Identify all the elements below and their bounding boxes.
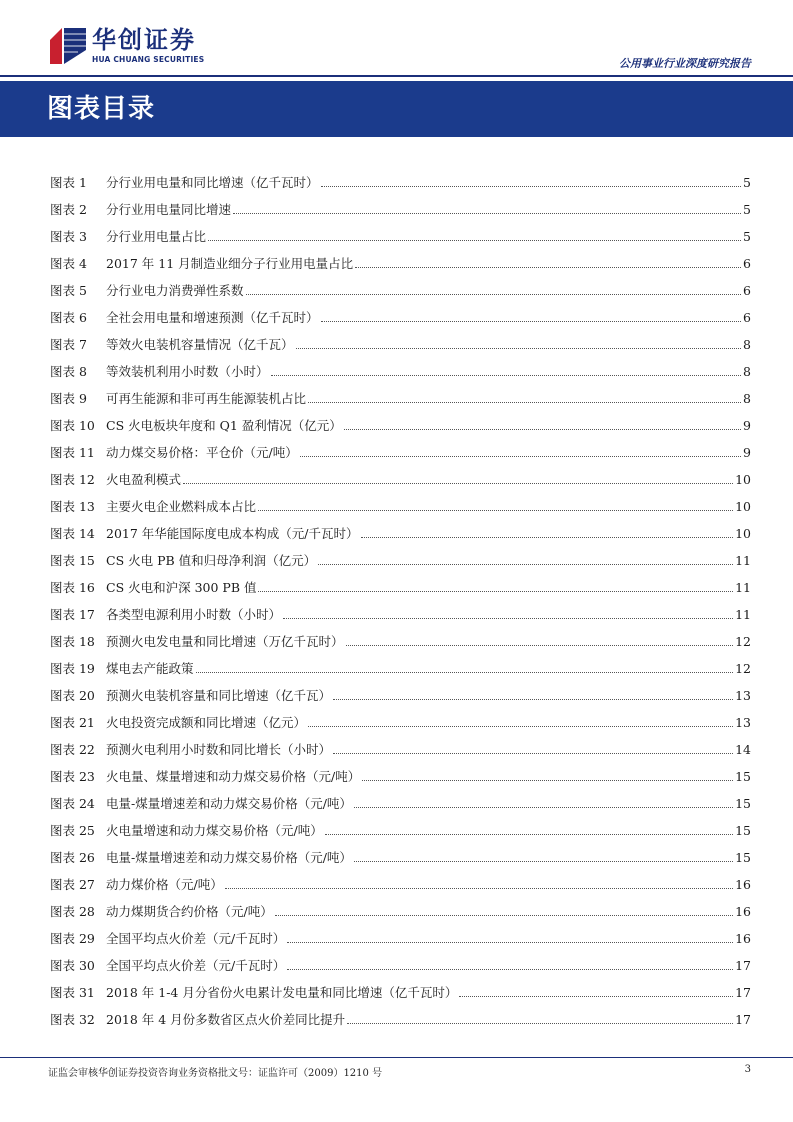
toc-entry-label: 图表 3 [50, 229, 87, 244]
toc-leader-dots [318, 564, 733, 565]
toc-leader-dots [346, 645, 734, 646]
toc-entry-page: 15 [735, 850, 751, 865]
toc-entry-page: 15 [735, 769, 751, 784]
toc-leader-dots [321, 321, 742, 322]
toc-entry[interactable] [50, 731, 751, 758]
toc-leader-dots [459, 996, 733, 997]
toc-entry-label: 图表 21 [50, 715, 95, 730]
toc-leader-dots [283, 618, 733, 619]
toc-leader-dots [246, 294, 742, 295]
toc-entry[interactable] [50, 758, 751, 785]
toc-leader-dots [208, 240, 741, 241]
toc-entry-label: 图表 9 [50, 391, 87, 406]
toc-entry[interactable] [50, 542, 751, 569]
toc-entry-title: 分行业用电量和同比增速（亿千瓦时） [106, 175, 319, 190]
toc-entry-title: CS 火电 PB 值和归母净利润（亿元） [106, 553, 317, 568]
toc-entry[interactable] [50, 353, 751, 380]
toc-leader-dots [355, 267, 741, 268]
toc-entry-title: 全国平均点火价差（元/千瓦时） [106, 931, 286, 946]
license-notice: 证监会审核华创证券投资咨询业务资格批文号：证监许可（2009）1210 号 [48, 1068, 383, 1079]
toc-entry[interactable] [50, 569, 751, 596]
toc-entry[interactable] [50, 380, 751, 407]
toc-entry[interactable] [50, 299, 751, 326]
toc-leader-dots [196, 672, 734, 673]
toc-entry-page: 5 [743, 202, 751, 217]
toc-leader-dots [271, 375, 742, 376]
toc-entry-page: 11 [735, 553, 751, 568]
toc-entry-title: 分行业用电量占比 [106, 229, 207, 244]
toc-entry-label: 图表 19 [50, 661, 95, 676]
toc-leader-dots [233, 213, 741, 214]
toc-leader-dots [287, 969, 733, 970]
toc-entry-label: 图表 18 [50, 634, 95, 649]
toc-entry-label: 图表 31 [50, 985, 95, 1000]
toc-entry-page: 16 [735, 931, 751, 946]
report-type: 公用事业行业深度研究报告 [619, 57, 751, 70]
toc-entry-page: 8 [743, 364, 751, 379]
toc-entry[interactable] [50, 218, 751, 245]
toc-entry-label: 图表 6 [50, 310, 87, 325]
toc-entry-label: 图表 29 [50, 931, 95, 946]
toc-entry[interactable] [50, 434, 751, 461]
toc-entry[interactable] [50, 704, 751, 731]
toc-entry[interactable] [50, 515, 751, 542]
toc-entry-label: 图表 17 [50, 607, 95, 622]
toc-entry-page: 16 [735, 904, 751, 919]
toc-entry[interactable] [50, 785, 751, 812]
toc-entry-label: 图表 25 [50, 823, 95, 838]
toc-entry-label: 图表 11 [50, 445, 95, 460]
toc-entry-title: 火电投资完成额和同比增速（亿元） [106, 715, 307, 730]
page-title: 图表目录 [47, 94, 156, 124]
toc-entry-page: 13 [735, 715, 751, 730]
toc-entry-label: 图表 7 [50, 337, 87, 352]
toc-entry[interactable] [50, 164, 751, 191]
toc-entry-title: 电量-煤量增速差和动力煤交易价格（元/吨） [106, 850, 352, 865]
toc-entry-page: 8 [743, 391, 751, 406]
section-banner [0, 81, 793, 137]
toc-entry-page: 9 [743, 445, 751, 460]
toc-entry-title: 全社会用电量和增速预测（亿千瓦时） [106, 310, 319, 325]
toc-entry-title: 等效装机利用小时数（小时） [106, 364, 269, 379]
toc-leader-dots [225, 888, 733, 889]
toc-entry-page: 6 [743, 310, 751, 325]
toc-entry-label: 图表 8 [50, 364, 87, 379]
toc-entry-title: 等效火电装机容量情况（亿千瓦） [106, 337, 294, 352]
toc-entry-label: 图表 5 [50, 283, 87, 298]
toc-entry-page: 17 [735, 1012, 751, 1027]
toc-leader-dots [287, 942, 733, 943]
toc-leader-dots [361, 537, 734, 538]
toc-entry-page: 15 [735, 823, 751, 838]
toc-entry-page: 13 [735, 688, 751, 703]
toc-entry-page: 12 [735, 634, 751, 649]
toc-entry-title: 2017 年华能国际度电成本构成（元/千瓦时） [106, 526, 359, 541]
toc-entry-title: 动力煤价格（元/吨） [106, 877, 223, 892]
brand-name: 华创证券 [92, 26, 196, 54]
toc-entry-label: 图表 13 [50, 499, 95, 514]
toc-leader-dots [347, 1023, 733, 1024]
toc-leader-dots [362, 780, 733, 781]
toc-entry[interactable] [50, 461, 751, 488]
toc-entry-label: 图表 24 [50, 796, 95, 811]
toc-entry[interactable] [50, 947, 751, 974]
toc-entry-title: 分行业电力消费弹性系数 [106, 283, 244, 298]
toc-entry-page: 17 [735, 958, 751, 973]
toc-entry-page: 6 [743, 256, 751, 271]
toc-entry-title: 可再生能源和非可再生能源装机占比 [106, 391, 307, 406]
toc-leader-dots [354, 807, 733, 808]
toc-entry-title: 预测火电利用小时数和同比增长（小时） [106, 742, 332, 757]
toc-entry-page: 15 [735, 796, 751, 811]
toc-entry-title: 动力煤期货合约价格（元/吨） [106, 904, 273, 919]
toc-entry-title: 2018 年 4 月份多数省区点火价差同比提升 [106, 1012, 346, 1027]
toc-leader-dots [333, 699, 733, 700]
toc-entry-label: 图表 20 [50, 688, 95, 703]
toc-entry[interactable] [50, 488, 751, 515]
brand-name-english: HUA CHUANG SECURITIES [92, 55, 205, 64]
toc-entry[interactable] [50, 920, 751, 947]
toc-entry-label: 图表 14 [50, 526, 95, 541]
toc-entry-title: 动力煤交易价格：平仓价（元/吨） [106, 445, 298, 460]
toc-entry-title: CS 火电板块年度和 Q1 盈利情况（亿元） [106, 418, 342, 433]
toc-entry-page: 6 [743, 283, 751, 298]
toc-entry-label: 图表 26 [50, 850, 95, 865]
toc-leader-dots [308, 402, 741, 403]
toc-entry[interactable] [50, 677, 751, 704]
toc-entry-page: 11 [735, 607, 751, 622]
toc-entry-label: 图表 2 [50, 202, 87, 217]
toc-entry-page: 10 [735, 499, 751, 514]
toc-entry-label: 图表 1 [50, 175, 87, 190]
toc-entry[interactable] [50, 191, 751, 218]
header-divider [0, 75, 793, 77]
toc-entry-label: 图表 16 [50, 580, 95, 595]
toc-entry-page: 10 [735, 526, 751, 541]
footer-divider [0, 1057, 793, 1058]
toc-entry-title: 电量-煤量增速差和动力煤交易价格（元/吨） [106, 796, 352, 811]
toc-entry-title: 2018 年 1-4 月分省份火电累计发电量和同比增速（亿千瓦时） [106, 985, 458, 1000]
toc-entry[interactable] [50, 812, 751, 839]
toc-entry-title: 煤电去产能政策 [106, 661, 194, 676]
toc-entry[interactable] [50, 623, 751, 650]
toc-entry[interactable] [50, 596, 751, 623]
huachuang-logo-icon [48, 26, 88, 66]
toc-entry-page: 14 [735, 742, 751, 757]
toc-entry-page: 10 [735, 472, 751, 487]
toc-entry[interactable] [50, 650, 751, 677]
toc-entry-title: 预测火电发电量和同比增速（万亿千瓦时） [106, 634, 344, 649]
toc-leader-dots [258, 591, 733, 592]
toc-leader-dots [354, 861, 733, 862]
toc-leader-dots [300, 456, 741, 457]
toc-entry-title: CS 火电和沪深 300 PB 值 [106, 580, 257, 595]
toc-entry-page: 12 [735, 661, 751, 676]
toc-leader-dots [183, 483, 733, 484]
toc-entry-page: 17 [735, 985, 751, 1000]
toc-entry-title: 主要火电企业燃料成本占比 [106, 499, 257, 514]
toc-entry-page: 11 [735, 580, 751, 595]
toc-entry-page: 16 [735, 877, 751, 892]
toc-entry[interactable] [50, 1001, 751, 1028]
toc-entry-label: 图表 28 [50, 904, 95, 919]
figure-index [50, 164, 751, 1028]
toc-entry-title: 火电量、煤量增速和动力煤交易价格（元/吨） [106, 769, 361, 784]
toc-entry[interactable] [50, 245, 751, 272]
toc-leader-dots [344, 429, 741, 430]
toc-entry-label: 图表 32 [50, 1012, 95, 1027]
toc-entry[interactable] [50, 326, 751, 353]
toc-entry-title: 火电盈利模式 [106, 472, 182, 487]
toc-entry-title: 预测火电装机容量和同比增速（亿千瓦） [106, 688, 332, 703]
toc-entry[interactable] [50, 839, 751, 866]
toc-entry-page: 8 [743, 337, 751, 352]
toc-entry-page: 5 [743, 229, 751, 244]
toc-leader-dots [258, 510, 733, 511]
toc-entry-title: 火电量增速和动力煤交易价格（元/吨） [106, 823, 323, 838]
toc-entry-label: 图表 4 [50, 256, 87, 271]
toc-entry-label: 图表 30 [50, 958, 95, 973]
toc-entry-label: 图表 15 [50, 553, 95, 568]
toc-entry-page: 9 [743, 418, 751, 433]
toc-entry-title: 全国平均点火价差（元/千瓦时） [106, 958, 286, 973]
toc-entry[interactable] [50, 407, 751, 434]
toc-entry[interactable] [50, 866, 751, 893]
toc-entry-label: 图表 27 [50, 877, 95, 892]
toc-entry-label: 图表 23 [50, 769, 95, 784]
toc-entry-title: 分行业用电量同比增速 [106, 202, 232, 217]
toc-entry-title: 2017 年 11 月制造业细分子行业用电量占比 [106, 256, 354, 271]
toc-entry[interactable] [50, 974, 751, 1001]
toc-leader-dots [296, 348, 742, 349]
toc-entry-page: 5 [743, 175, 751, 190]
toc-leader-dots [321, 186, 742, 187]
toc-leader-dots [333, 753, 733, 754]
toc-entry-title: 各类型电源利用小时数（小时） [106, 607, 282, 622]
toc-entry[interactable] [50, 893, 751, 920]
toc-leader-dots [325, 834, 733, 835]
toc-entry[interactable] [50, 272, 751, 299]
toc-entry-label: 图表 22 [50, 742, 95, 757]
page-number: 3 [744, 1064, 751, 1075]
toc-leader-dots [308, 726, 733, 727]
toc-leader-dots [275, 915, 733, 916]
toc-entry-label: 图表 12 [50, 472, 95, 487]
toc-entry-label: 图表 10 [50, 418, 95, 433]
